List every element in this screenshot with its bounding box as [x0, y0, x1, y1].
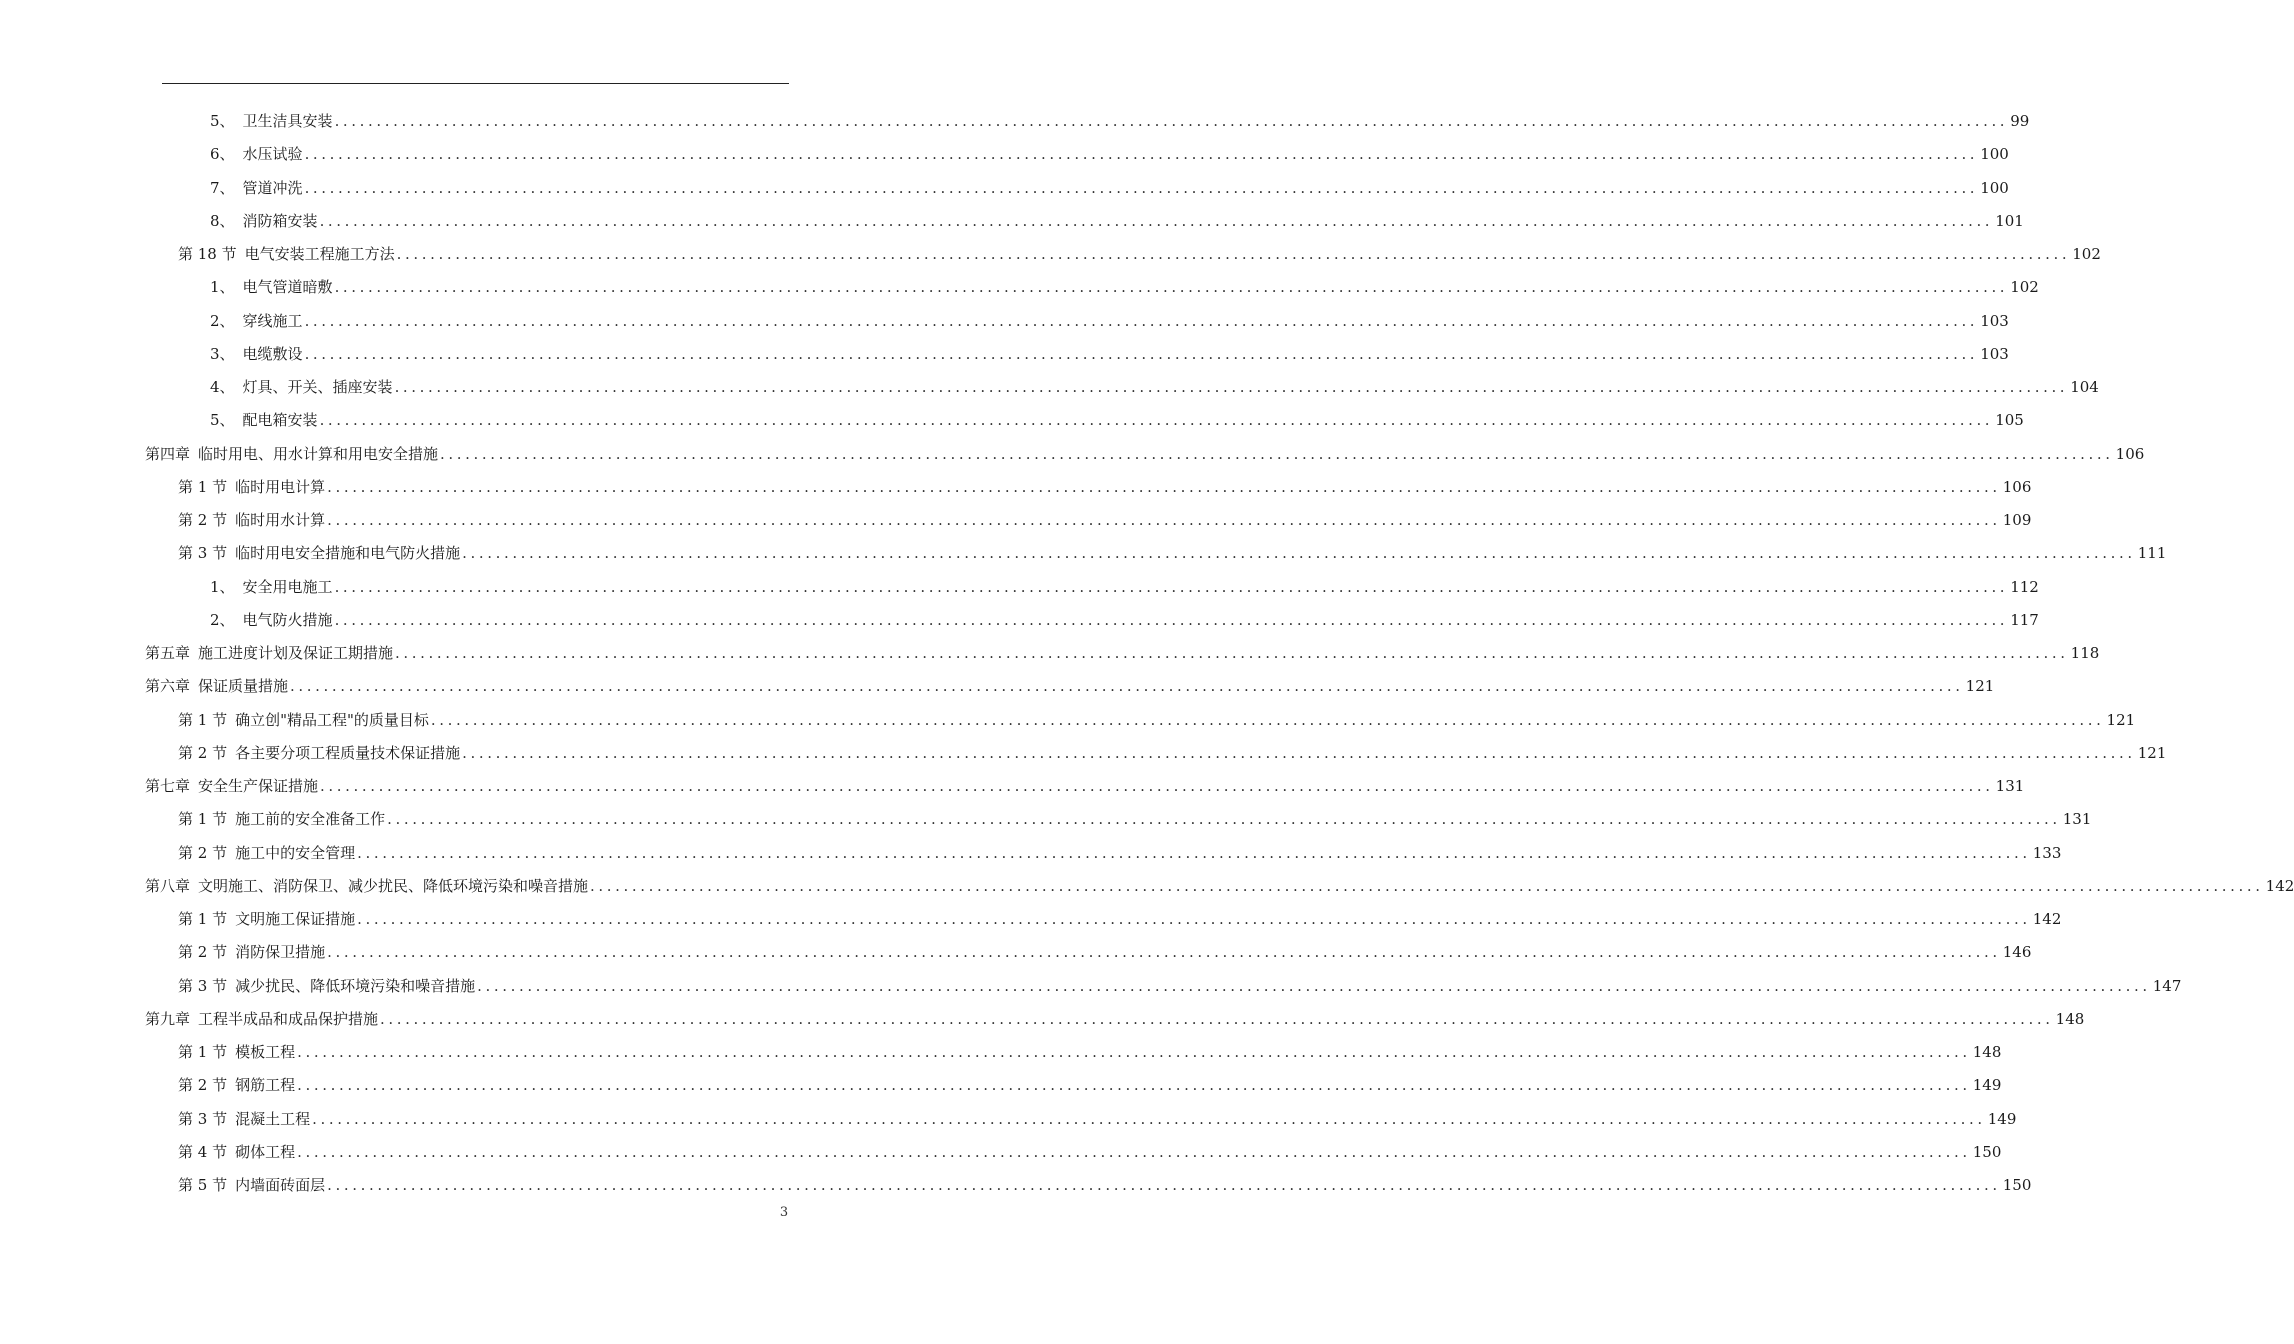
toc-entry-page: 148 [2055, 1009, 2085, 1028]
page-number: 3 [779, 1205, 789, 1220]
toc-entry-title: 减少扰民、降低环境污染和噪音措施 [235, 976, 476, 995]
toc-entry-page: 121 [2106, 710, 2136, 729]
toc-entry-number: 3、 [210, 344, 235, 363]
toc-entry-page: 105 [1995, 411, 2024, 430]
toc-entry[interactable] [210, 371, 2099, 404]
toc-dot-leader: ........................................................................................................................................................................................................ [304, 344, 1979, 363]
toc-entry[interactable] [178, 936, 2032, 969]
toc-dot-leader: ........................................................................................................................................................................................................ [395, 644, 2069, 662]
toc-entry-number: 第 2 节 [178, 511, 228, 529]
toc-entry-number: 第 1 节 [178, 710, 228, 729]
toc-entry-title: 临时用水计算 [235, 511, 326, 529]
toc-entry[interactable] [210, 571, 2039, 604]
toc-entry-title: 临时用电、用水计算和用电安全措施 [198, 444, 439, 463]
toc-entry-number: 第八章 [145, 876, 191, 895]
toc-dot-leader: ........................................................................................................................................................................................................ [334, 112, 2009, 130]
toc-entry-number: 第 2 节 [178, 843, 228, 862]
toc-entry-title: 消防箱安装 [242, 211, 318, 230]
toc-dot-leader: ........................................................................................................................................................................................................ [319, 211, 1994, 230]
toc-dot-leader: ........................................................................................................................................................................................................ [334, 278, 2009, 297]
toc-dot-leader: ........................................................................................................................................................................................................ [394, 378, 2069, 396]
toc-entry-number: 1、 [210, 278, 235, 297]
toc-entry-page: 100 [1980, 145, 2009, 164]
toc-entry-page: 148 [1972, 1043, 2002, 1061]
toc-entry-title: 钢筋工程 [235, 1076, 296, 1095]
toc-entry-page: 149 [1972, 1076, 2002, 1095]
toc-entry-title: 配电箱安装 [242, 411, 318, 430]
toc-entry-number: 第 1 节 [178, 810, 228, 829]
toc-entry-page: 103 [1980, 344, 2009, 363]
toc-dot-leader: ........................................................................................................................................................................................................ [297, 1043, 1971, 1061]
toc-entry-title: 灯具、开关、插座安装 [242, 378, 393, 396]
toc-entry[interactable] [178, 837, 2062, 870]
toc-entry-page: 100 [1980, 178, 2009, 197]
toc-entry-title: 混凝土工程 [235, 1109, 311, 1128]
toc-entry-page: 147 [2152, 976, 2182, 995]
toc-entry[interactable] [178, 238, 2101, 271]
toc-entry-page: 109 [2002, 511, 2032, 529]
toc-entry-page: 131 [1995, 777, 2025, 795]
toc-dot-leader: ........................................................................................................................................................................................................ [304, 311, 1979, 330]
toc-dot-leader: ........................................................................................................................................................................................................ [327, 1176, 2001, 1194]
toc-entry-page: 99 [2010, 112, 2030, 130]
toc-entry-page: 117 [2010, 610, 2039, 629]
toc-entry-page: 121 [2137, 743, 2167, 762]
toc-entry-page: 104 [2070, 378, 2099, 396]
toc-entry-number: 第 1 节 [178, 477, 228, 496]
toc-entry[interactable] [210, 604, 2039, 637]
toc-entry-number: 第 2 节 [178, 943, 228, 962]
toc-dot-leader: ........................................................................................................................................................................................................ [334, 577, 2009, 596]
toc-entry-page: 112 [2010, 577, 2039, 596]
toc-entry-page: 150 [2002, 1176, 2032, 1194]
toc-entry[interactable] [210, 205, 2024, 238]
toc-entry-title: 电气安装工程施工方法 [244, 245, 395, 263]
toc-entry-number: 第 5 节 [178, 1176, 228, 1194]
toc-dot-leader: ........................................................................................................................................................................................................ [290, 677, 1964, 696]
toc-entry-title: 卫生洁具安装 [242, 112, 333, 130]
toc-entry-title: 保证质量措施 [198, 677, 289, 696]
toc-entry-number: 第五章 [145, 644, 191, 662]
toc-entry-page: 106 [2115, 444, 2145, 463]
toc-entry[interactable] [178, 1069, 2002, 1102]
toc-entry[interactable] [178, 1103, 2017, 1136]
toc-entry-number: 7、 [210, 178, 235, 197]
toc-entry-number: 5、 [210, 411, 235, 430]
toc-entry[interactable] [145, 1003, 2085, 1036]
toc-entry[interactable] [145, 870, 2294, 903]
toc-entry[interactable] [145, 637, 2100, 670]
toc-entry-title: 施工前的安全准备工作 [235, 810, 386, 829]
toc-entry-title: 电气管道暗敷 [242, 278, 333, 297]
toc-entry-page: 149 [1987, 1109, 2017, 1128]
toc-entry-title: 临时用电计算 [235, 477, 326, 496]
toc-entry[interactable] [210, 338, 2009, 371]
toc-entry-title: 安全用电施工 [242, 577, 333, 596]
toc-entry[interactable] [178, 471, 2032, 504]
toc-entry[interactable] [178, 903, 2062, 936]
toc-entry-title: 安全生产保证措施 [198, 777, 319, 795]
toc-entry-number: 2、 [210, 311, 235, 330]
toc-dot-leader: ........................................................................................................................................................................................................ [312, 1109, 1986, 1128]
toc-entry-page: 103 [1980, 311, 2009, 330]
toc-entry-title: 施工中的安全管理 [235, 843, 356, 862]
header-rule [162, 83, 789, 84]
toc-entry[interactable] [210, 305, 2009, 338]
toc-dot-leader: ........................................................................................................................................................................................................ [320, 777, 1994, 795]
toc-dot-leader: ........................................................................................................................................................................................................ [590, 876, 2264, 895]
toc-entry[interactable] [145, 770, 2025, 803]
toc-entry[interactable] [178, 737, 2167, 770]
toc-entry[interactable] [178, 704, 2136, 737]
toc-entry-number: 第 18 节 [178, 245, 237, 263]
toc-dot-leader: ........................................................................................................................................................................................................ [297, 1142, 1971, 1161]
toc-dot-leader: ........................................................................................................................................................................................................ [477, 976, 2151, 995]
toc-entry-number: 第 1 节 [178, 910, 228, 928]
toc-entry-page: 106 [2002, 477, 2032, 496]
toc-entry-page: 118 [2070, 644, 2100, 662]
toc-entry[interactable] [178, 504, 2032, 537]
toc-dot-leader: ........................................................................................................................................................................................................ [334, 610, 2009, 629]
toc-dot-leader: ........................................................................................................................................................................................................ [396, 245, 2071, 263]
toc-entry-number: 第 2 节 [178, 743, 228, 762]
toc-dot-leader: ........................................................................................................................................................................................................ [304, 145, 1979, 164]
toc-entry-title: 水压试验 [242, 145, 303, 164]
toc-entry-title: 工程半成品和成品保护措施 [198, 1009, 379, 1028]
toc-entry-title: 消防保卫措施 [235, 943, 326, 962]
toc-entry-title: 文明施工、消防保卫、减少扰民、降低环境污染和噪音措施 [198, 876, 589, 895]
toc-entry-number: 2、 [210, 610, 235, 629]
toc-dot-leader: ........................................................................................................................................................................................................ [462, 544, 2136, 563]
toc-entry-title: 电缆敷设 [242, 344, 303, 363]
toc-entry-number: 第 1 节 [178, 1043, 228, 1061]
toc-entry[interactable] [178, 1136, 2002, 1169]
toc-dot-leader: ........................................................................................................................................................................................................ [304, 178, 1979, 197]
toc-entry-number: 6、 [210, 145, 235, 164]
toc-dot-leader: ........................................................................................................................................................................................................ [357, 910, 2031, 928]
toc-entry-number: 第 3 节 [178, 1109, 228, 1128]
toc-dot-leader: ........................................................................................................................................................................................................ [327, 943, 2001, 962]
toc-entry-number: 第 3 节 [178, 976, 228, 995]
toc-entry-number: 5、 [210, 112, 235, 130]
toc-entry-title: 施工进度计划及保证工期措施 [198, 644, 394, 662]
toc-entry[interactable] [178, 970, 2182, 1003]
toc-entry-page: 102 [2072, 245, 2101, 263]
toc-entry-number: 第 4 节 [178, 1142, 228, 1161]
toc-entry-number: 第 2 节 [178, 1076, 228, 1095]
toc-dot-leader: ........................................................................................................................................................................................................ [387, 810, 2061, 829]
toc-entry-page: 150 [1972, 1142, 2002, 1161]
toc-entry[interactable] [210, 404, 2024, 437]
toc-entry[interactable] [178, 1169, 2032, 1202]
toc-entry-number: 第 3 节 [178, 544, 228, 563]
toc-entry-page: 146 [2002, 943, 2032, 962]
toc-entry[interactable] [178, 537, 2167, 570]
toc-entry-page: 102 [2010, 278, 2039, 297]
toc-entry-title: 电气防火措施 [242, 610, 333, 629]
toc-entry[interactable] [210, 271, 2039, 304]
toc-dot-leader: ........................................................................................................................................................................................................ [380, 1009, 2054, 1028]
toc-entry-number: 第七章 [145, 777, 191, 795]
toc-entry-title: 文明施工保证措施 [235, 910, 356, 928]
toc-entry-page: 142 [2265, 876, 2294, 895]
toc-dot-leader: ........................................................................................................................................................................................................ [327, 511, 2001, 529]
toc-entry[interactable] [145, 670, 1995, 703]
toc-entry-page: 131 [2062, 810, 2092, 829]
toc-entry-title: 临时用电安全措施和电气防火措施 [235, 544, 461, 563]
toc-dot-leader: ........................................................................................................................................................................................................ [327, 477, 2001, 496]
toc-dot-leader: ........................................................................................................................................................................................................ [357, 843, 2031, 862]
toc-entry-title: 穿线施工 [242, 311, 303, 330]
toc-entry[interactable] [210, 172, 2009, 205]
toc-entry-number: 8、 [210, 211, 235, 230]
toc-entry[interactable] [145, 438, 2145, 471]
toc-entry-page: 101 [1995, 211, 2024, 230]
toc-entry[interactable] [178, 1036, 2002, 1069]
toc-entry-page: 121 [1965, 677, 1995, 696]
toc-entry-number: 第九章 [145, 1009, 191, 1028]
toc-entry-number: 第四章 [145, 444, 191, 463]
toc-dot-leader: ........................................................................................................................................................................................................ [462, 743, 2136, 762]
toc-dot-leader: ........................................................................................................................................................................................................ [440, 444, 2114, 463]
toc-dot-leader: ........................................................................................................................................................................................................ [297, 1076, 1971, 1095]
toc-entry-number: 4、 [210, 378, 235, 396]
toc-entry-page: 133 [2032, 843, 2062, 862]
toc-entry-number: 1、 [210, 577, 235, 596]
toc-entry-page: 142 [2032, 910, 2062, 928]
toc-entry[interactable] [210, 138, 2009, 171]
toc-entry-title: 管道冲洗 [242, 178, 303, 197]
toc-dot-leader: ........................................................................................................................................................................................................ [319, 411, 1994, 430]
toc-entry[interactable] [210, 105, 2030, 138]
toc-entry-title: 砌体工程 [235, 1142, 296, 1161]
toc-entry[interactable] [178, 803, 2092, 836]
toc-entry-number: 第六章 [145, 677, 191, 696]
toc-entry-title: 内墙面砖面层 [235, 1176, 326, 1194]
toc-entry-title: 模板工程 [235, 1043, 296, 1061]
toc-entry-title: 确立创"精品工程"的质量目标 [235, 710, 429, 729]
toc-dot-leader: ........................................................................................................................................................................................................ [430, 710, 2105, 729]
toc-entry-page: 111 [2137, 544, 2167, 563]
toc-entry-title: 各主要分项工程质量技术保证措施 [235, 743, 461, 762]
